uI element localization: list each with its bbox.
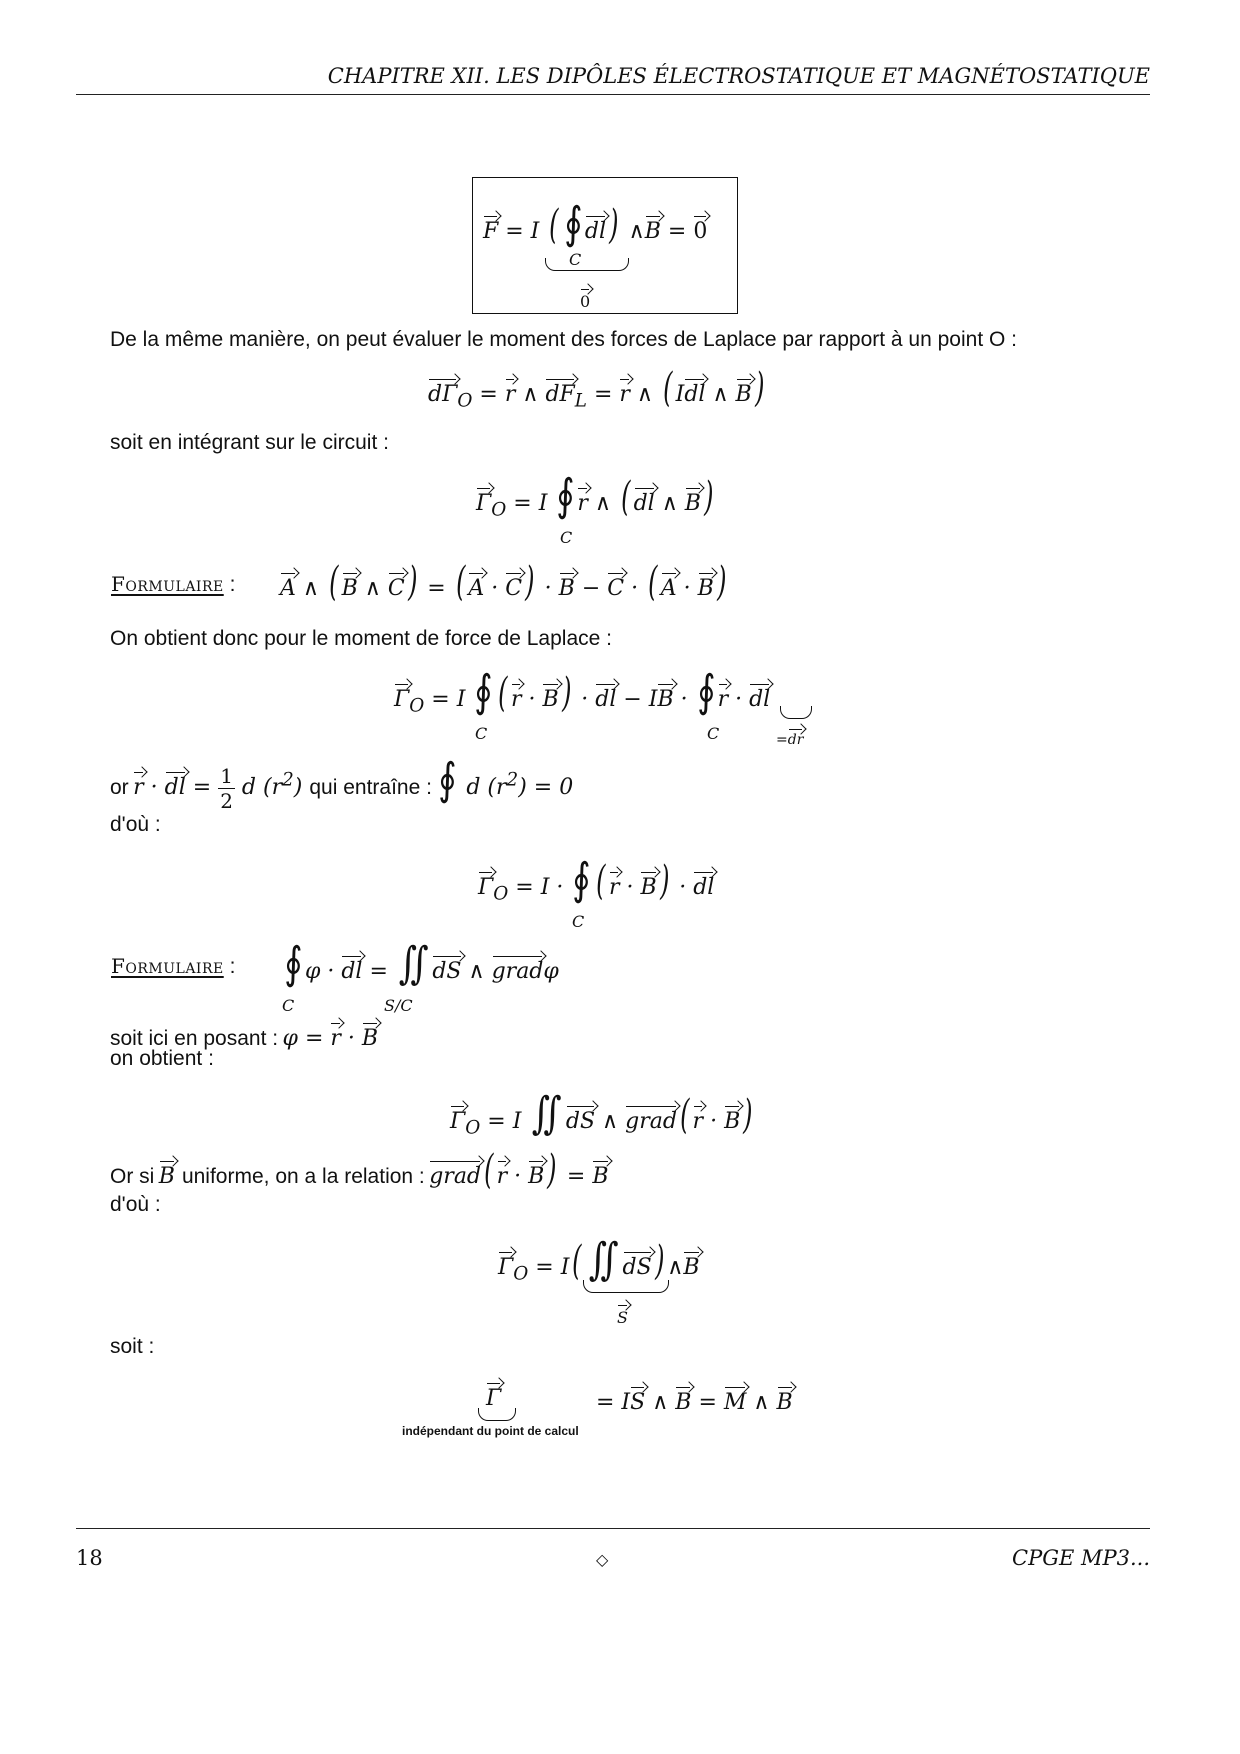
uniform-line: Or si B uniforme, on a la relation : grad( r · B) = B	[110, 1147, 609, 1193]
equation-magnetic-moment: = IS ∧ B = M ∧ B	[596, 1382, 793, 1415]
equation-gamma-final: $\Gamma_O = I$( ∬ dS) ∧B	[498, 1234, 700, 1285]
running-header: CHAPITRE XII. LES DIPÔLES ÉLECTROSTATIQUE ET MAGNÉTOSTATIQUE	[327, 64, 1150, 88]
posing-line: soit ici en posant : φ = r · B	[110, 1018, 378, 1052]
boxed-equation: F = I ( ∮ dl) ∧B = 0 C 0	[472, 177, 738, 314]
page-number: 18	[76, 1546, 103, 1570]
equation-gamma-expanded: $\Gamma_O = I$ ∮ ( r · B) · dl − IB · ∮ r · dl	[394, 666, 771, 717]
footer-right: CPGE MP3...	[1012, 1546, 1150, 1570]
relation-line: or r · dl = $\frac{1}{2}$ d $(r^2)$ qui entraîne : ∮ d $(r^2) = 0$	[110, 754, 574, 813]
equation-gamma-surface: $\Gamma_O = I$ ∬ dS ∧ grad( r · B)	[450, 1088, 753, 1139]
footer-rule	[76, 1528, 1150, 1529]
equation-stokes: ∮ φ · dl = ∬ dS ∧ gradφ	[284, 938, 559, 989]
equation-dgamma: $d\Gamma_O = r$ ∧ $dF_L = r$ ∧ ( Idl ∧ B)	[428, 365, 765, 412]
header-rule	[76, 94, 1150, 95]
equation-triple-product: A ∧ ( B ∧ C) = ( A · C) · B − C · ( A · B)	[280, 559, 727, 605]
paragraph: De la même manière, on peut évaluer le moment des forces de Laplace par rapport à un point O :	[110, 328, 1017, 351]
paragraph: d'où :	[110, 813, 161, 836]
paragraph: on obtient :	[110, 1047, 214, 1070]
formulaire-1: Formulaire :	[111, 572, 236, 596]
paragraph: On obtient donc pour le moment de force de Laplace :	[110, 627, 612, 650]
annotation-independant: indépendant du point de calcul	[402, 1424, 579, 1438]
underbrace	[545, 258, 629, 271]
paragraph: soit en intégrant sur le circuit :	[110, 431, 389, 454]
formulaire-2: Formulaire :	[111, 954, 236, 978]
equation-force-null: F = I ( ∮ dl) ∧B = 0	[483, 198, 708, 249]
paragraph: soit :	[110, 1335, 155, 1358]
paragraph: d'où :	[110, 1193, 161, 1216]
formulaire-label: Formulaire	[111, 572, 224, 596]
equation-gamma-reduced: $\Gamma_O = I$ · ∮ ( r · B) · dl	[478, 854, 715, 905]
equation-gamma-integral: $\Gamma_O = I$ ∮ r ∧ ( dl ∧ B)	[476, 470, 714, 521]
formulaire-label: Formulaire	[111, 954, 224, 978]
diamond-icon: ◇	[596, 1550, 609, 1569]
